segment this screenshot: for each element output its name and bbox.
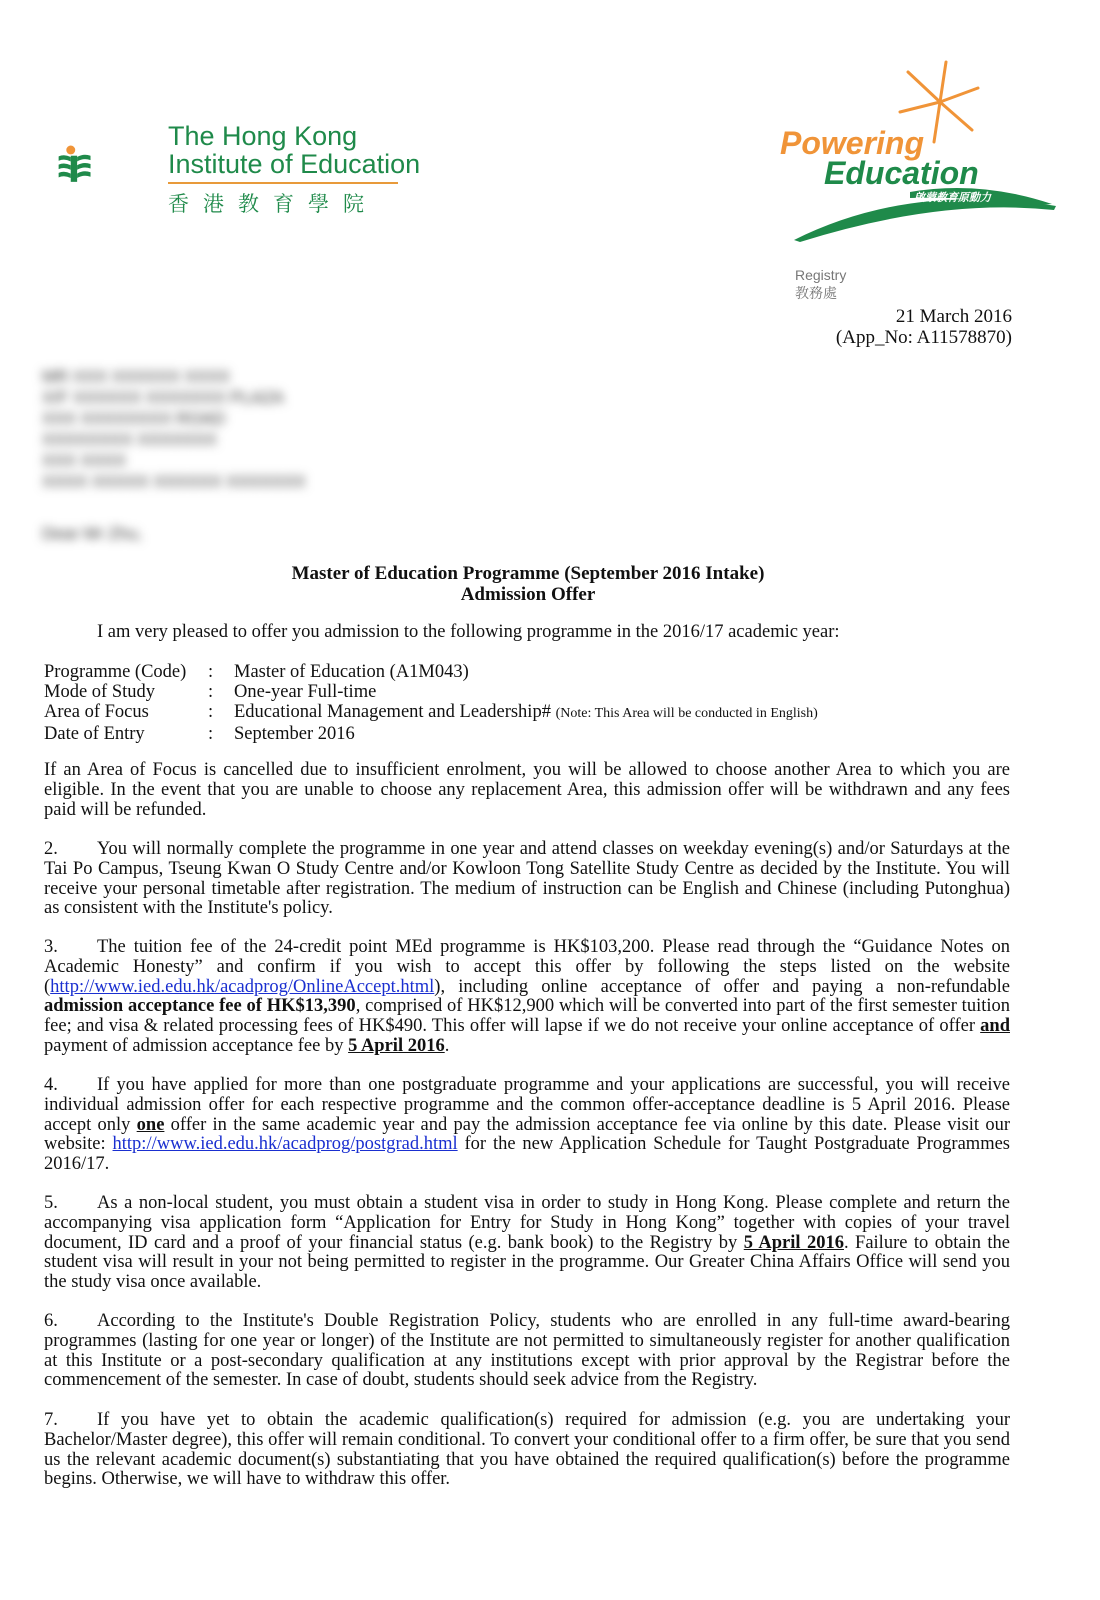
department-name: Registry: [795, 267, 847, 283]
programme-details: [44, 662, 994, 744]
paragraph-4: [44, 1076, 1010, 1175]
slogan-chinese: 啟蒙教育原動力: [914, 191, 991, 204]
date-block: [836, 306, 1012, 348]
paragraph-number: 3.: [44, 937, 58, 957]
letter-title-line1: Master of Education Programme (September 2016 Intake): [291, 563, 765, 584]
paragraph-text: If you have applied for more than one postgraduate programme and your applications are successful, you will receive individual admission offer for each respective programme and the common offer-acceptance deadline is 5 April 2016. Please accept only: [44, 1075, 1010, 1135]
paragraph-text: As a non-local student, you must obtain a student visa in order to study in Hong Kong. Please complete and return the accompanying visa application form “Application for Entry for Study in Hong Kong” together with copies of your travel document, ID card and a proof of your financial status (e.g. bank book) to the Registry by: [44, 1193, 1010, 1253]
paragraph-5: [44, 1194, 1010, 1293]
detail-label: Programme (Code): [44, 662, 187, 682]
institute-name-chinese: 香港教育學院: [168, 192, 378, 216]
detail-label: Area of Focus: [44, 702, 149, 722]
address-line: XXX XXXXXXXX ROAD: [42, 409, 226, 428]
detail-label: Mode of Study: [44, 682, 155, 702]
detail-label: Date of Entry: [44, 724, 145, 744]
detail-value-wrap: [234, 702, 994, 724]
slogan-powering: Powering: [780, 125, 925, 161]
detail-row: [44, 662, 994, 682]
detail-colon: :: [208, 724, 214, 744]
letter-date: 21 March 2016: [895, 306, 1012, 327]
letter-title: [0, 563, 1056, 605]
logo-divider: [168, 182, 398, 184]
detail-value: Master of Education (A1M043): [234, 662, 469, 682]
paragraph-6: [44, 1312, 1010, 1391]
institute-name-line1: The Hong Kong: [168, 121, 358, 151]
paragraph-text: According to the Institute's Double Registration Policy, students who are enrolled in any full-time award-bearing programmes (lasting for one year or longer) of the Institute are not permitted to simultaneously register for another qualification at this Institute or a post-secondary qualification at any institutions except with prior approval by the Registrar before the commencement of the semester. In case of doubt, students should seek advice from the Registry.: [44, 1311, 1010, 1391]
emphasis-and: and: [980, 1016, 1010, 1037]
address-line: XXXX XXXXX XXXXXX XXXXXXX: [42, 472, 306, 491]
paragraph-text: . Failure to obtain the student visa will result in your not being permitted to register in the programme. Our Greater China Affairs Office will send you the study visa once available.: [44, 1232, 1010, 1293]
paragraph-text: , comprised of HK$12,900 which will be converted into part of the first semester tuition fee; and visa & related processing fees of HK$490. This offer will lapse if we do not receive your online acceptance of offer: [44, 996, 1010, 1037]
paragraph-number: 6.: [44, 1311, 58, 1331]
paragraph-text: for the new Application Schedule for Taught Postgraduate Programmes 2016/17.: [44, 1134, 1010, 1175]
salutation: Dear Mr Zhu,: [42, 524, 143, 543]
detail-row: [44, 724, 994, 744]
detail-value: Educational Management and Leadership#: [234, 702, 551, 722]
hkied-logo-mark: [58, 104, 168, 224]
address-line: MR XXX XXXXXX XXXX: [42, 367, 231, 386]
department-label: [795, 266, 846, 302]
paragraph-text: offer in the same academic year and pay the admission acceptance fee via online by this date. Please visit our website:: [44, 1114, 1010, 1155]
visa-deadline: 5 April 2016: [743, 1232, 844, 1253]
acceptance-fee: admission acceptance fee of HK$13,390: [44, 996, 356, 1017]
address-line: XXX XXXX: [42, 451, 127, 470]
detail-value: September 2016: [234, 724, 355, 744]
postgrad-link[interactable]: http://www.ied.edu.hk/acadprog/postgrad.html: [112, 1134, 458, 1155]
paragraph-text: ), including online acceptance of offer and paying a non-refundable: [434, 976, 1010, 997]
detail-colon: :: [208, 702, 214, 722]
paragraph-2: [44, 840, 1010, 919]
emphasis-one: one: [136, 1114, 165, 1135]
paragraph-number: 4.: [44, 1075, 58, 1095]
paragraph-number: 5.: [44, 1193, 58, 1213]
detail-row: [44, 682, 994, 702]
department-name-chinese: 教務處: [795, 285, 837, 301]
paragraph-number: 2.: [44, 839, 58, 859]
paragraph-text: .: [444, 1035, 450, 1056]
paragraph-1: If an Area of Focus is cancelled due to insufficient enrolment, you will be allowed to choose another Area to which you are eligible. In the event that you are unable to choose any replacement Area, this admission offer will be withdrawn and any fees paid will be refunded.: [44, 760, 1010, 820]
intro-text: I am very pleased to offer you admission to the following programme in the 2016/17 academic year:: [97, 622, 840, 642]
paragraph-3: [44, 938, 1010, 1057]
recipient-address: [42, 366, 306, 492]
slogan-education: Education: [824, 155, 979, 191]
paragraph-text: payment of admission acceptance fee by: [44, 1035, 349, 1056]
detail-note: (Note: This Area will be conducted in English): [555, 706, 818, 721]
address-line: XXXXXXXX XXXXXXX: [42, 430, 217, 449]
paragraph-text: If you have yet to obtain the academic qualification(s) required for admission (e.g. you are undertaking your Bachelor/Master degree), this offer will remain conditional. To convert your conditional offer to a firm offer, be sure that you send us the relevant academic document(s) substantiating that you have obtained the required qualification(s) before the programme begins. Otherwise, we will have to withdraw this offer.: [44, 1410, 1010, 1490]
online-accept-link[interactable]: http://www.ied.edu.hk/acadprog/OnlineAccept.html: [50, 976, 435, 997]
institute-name: [168, 122, 420, 178]
application-number: (App_No: A11578870): [835, 327, 1012, 348]
institute-name-line2: Institute of Education: [168, 149, 421, 179]
detail-value: One-year Full-time: [234, 682, 377, 702]
detail-row: [44, 702, 994, 724]
letter-title-line2: Admission Offer: [460, 584, 596, 605]
address-line: X/F XXXXXX XXXXXXX PLAZA: [42, 388, 284, 407]
paragraph-text: You will normally complete the programme in one year and attend classes on weekday evening(s) and/or Saturdays at the Tai Po Campus, Tseung Kwan O Study Centre and/or Kowloon Tong Satellite Study Centre as decided by the Institute. You will receive your personal timetable after registration. The medium of instruction can be English and Chinese (including Putonghua) as consistent with the Institute's policy.: [44, 839, 1010, 919]
paragraph-text: The tuition fee of the 24-credit point MEd programme is HK$103,200. Please read through the “Guidance Notes on Academic Honesty” and confirm if you wish to accept this offer by following the steps listed on the website (: [44, 937, 1010, 997]
paragraph-7: [44, 1411, 1010, 1490]
acceptance-deadline: 5 April 2016: [348, 1035, 445, 1056]
detail-colon: :: [208, 682, 214, 702]
detail-colon: :: [208, 662, 214, 682]
paragraph-number: 7.: [44, 1410, 58, 1430]
